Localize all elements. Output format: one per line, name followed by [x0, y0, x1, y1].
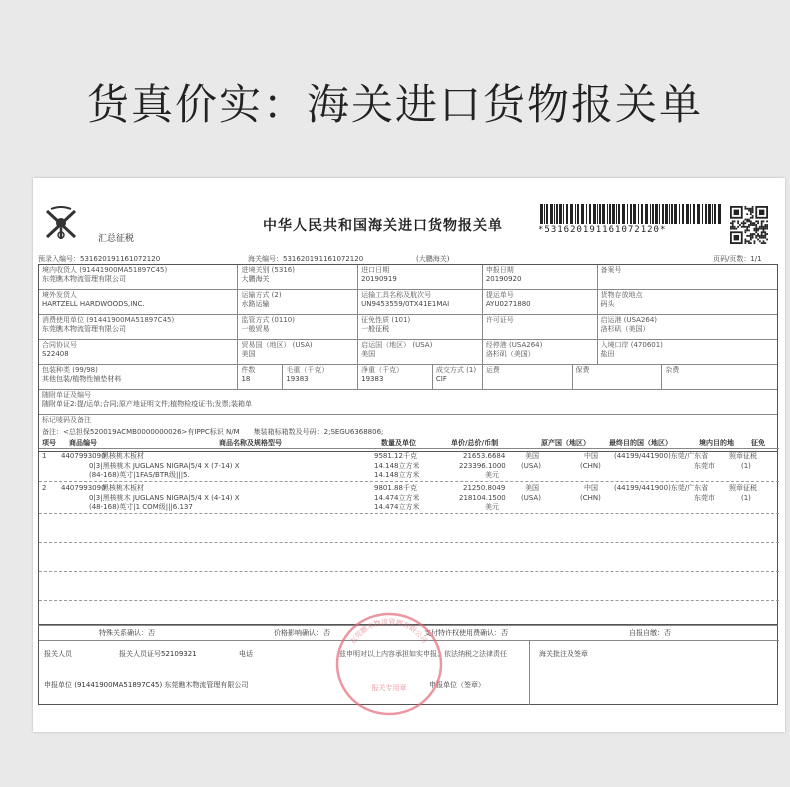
field-label: 启运国（地区） (USA): [361, 341, 433, 349]
destination-code: (CHN): [580, 462, 601, 470]
row-divider: [39, 542, 779, 543]
customs-office: (大鹏海关): [416, 255, 450, 263]
field-value: S22408: [42, 350, 69, 358]
field-value: 其他包装/植物性铺垫材料: [42, 375, 122, 383]
consolidated-tax-label: 汇总征税: [98, 234, 135, 244]
customs-emblem-icon: [41, 203, 81, 243]
grid-row-4: [39, 340, 777, 365]
field-label: 征免性质 (101): [361, 316, 411, 324]
entry-port-cell: [238, 265, 358, 289]
field-value: HARTZELL HARDWOODS,INC.: [42, 300, 145, 308]
field-value: 水路运输: [241, 300, 270, 308]
domestic-destination: (44199/441900)东莞/广东省: [614, 452, 709, 460]
declaration-date-cell: [483, 265, 598, 289]
quantity: 9801.88千克: [374, 484, 417, 492]
barcode-image: [538, 204, 723, 224]
field-label: 标记唛码及备注: [42, 416, 91, 424]
hs-code: 4407993090: [61, 452, 106, 460]
field-label: 货物存放地点: [600, 291, 643, 299]
field-value: 东莞瞧木物流管理有限公司: [42, 275, 126, 283]
goods-name: 黑核桃木板材: [102, 484, 144, 492]
field-value: 美国: [241, 350, 256, 358]
field-label: 成交方式 (1): [435, 366, 477, 374]
field-value: 洛杉矶（美国）: [600, 325, 650, 333]
levy-nature-cell: [358, 315, 483, 339]
grid-row-docs: [39, 390, 777, 415]
field-label: 申报日期: [485, 266, 514, 274]
transit-port-cell: [483, 340, 598, 364]
unit-price: 21653.6684: [463, 452, 506, 460]
overseas-shipper-cell: [39, 290, 238, 314]
gross-weight-cell: [283, 365, 358, 389]
barcode-number: *531620191161072120*: [538, 225, 667, 235]
vessel-voyage-cell: [358, 290, 483, 314]
field-label: 入境口岸 (470601): [600, 341, 663, 349]
form-title: 中华人民共和国海关进口货物报关单: [263, 218, 503, 234]
field-value: 一般贸易: [241, 325, 270, 333]
goods-table: [38, 438, 778, 625]
quantity: 14.148立方米: [374, 462, 420, 470]
field-value: 美国: [361, 350, 376, 358]
field-value: 20190920: [485, 275, 522, 283]
field-label: 杂费: [665, 366, 680, 374]
field-label: 运费: [485, 366, 500, 374]
field-value: 随附单证2:提/运单;合同;原产地证明文件;植物检疫证书;发票;装箱单: [42, 400, 252, 408]
supervision-mode-cell: [238, 315, 358, 339]
exemption-code: (1): [741, 494, 751, 502]
misc-fees-cell: [662, 365, 777, 389]
field-label: 监管方式 (0110): [241, 316, 295, 324]
field-label: 毛重（千克）: [286, 366, 329, 374]
domestic-city: 东莞市: [694, 462, 715, 470]
qr-code-image: [730, 206, 768, 244]
svg-text:东莞瞧木物流管理有限公司: 东莞瞧木物流管理有限公司: [348, 617, 429, 646]
special-relation-confirm: 特殊关系确认：否: [99, 629, 155, 637]
phone-label: 电话: [239, 650, 253, 658]
field-label: 启运港 (USA264): [600, 316, 658, 324]
field-value: 18: [241, 375, 251, 383]
origin-country: 美国: [525, 484, 539, 492]
entry-port-of-call-cell: [598, 340, 778, 364]
column-header: 商品编号: [69, 439, 97, 447]
field-label: 保费: [575, 366, 590, 374]
departure-port-cell: [598, 315, 778, 339]
domestic-city: 东莞市: [694, 494, 715, 502]
field-value: 一般征税: [361, 325, 390, 333]
field-value: 20190919: [361, 275, 397, 283]
grid-row-5: [39, 365, 777, 390]
pre-entry-number: 预录入编号：531620191161072120: [38, 255, 161, 263]
quantity: 14.474立方米: [374, 503, 420, 511]
column-header: 征免: [751, 439, 765, 447]
freight-cell: [483, 365, 573, 389]
net-weight-cell: [358, 365, 433, 389]
field-label: 运输工具名称及航次号: [361, 291, 432, 299]
field-label: 合同协议号: [42, 341, 77, 349]
bill-of-lading-cell: [483, 290, 598, 314]
goods-name: 黑核桃木板材: [102, 452, 144, 460]
row-divider: [39, 600, 779, 601]
insurance-cell: [573, 365, 663, 389]
goods-table-header: [39, 438, 779, 449]
field-label: 许可证号: [485, 316, 514, 324]
quantity: 14.474立方米: [374, 494, 420, 502]
legal-declaration: 兹申明对以上内容承担如实申报、依法纳税之法律责任: [339, 650, 507, 658]
field-value: AYU0271880: [485, 300, 531, 308]
item-number: 1: [42, 452, 47, 460]
transport-mode-cell: [238, 290, 358, 314]
footer-vertical-divider: [529, 640, 530, 705]
origin-code: (USA): [521, 462, 541, 470]
customs-number: 海关编号：531620191161072120: [248, 255, 364, 263]
page-count: 页码/页数：1/1: [713, 255, 762, 263]
applicant-unit: 申报单位 (91441900MA51897C45) 东莞瞧木物流管理有限公司: [44, 681, 249, 689]
field-value: 东莞瞧木物流管理有限公司: [42, 325, 126, 333]
customs-remarks-label: 海关批注及签章: [539, 650, 588, 658]
field-value: 大鹏海关: [241, 275, 270, 283]
origin-code: (USA): [521, 494, 541, 502]
field-value: 洛杉矶（美国）: [485, 350, 535, 358]
transaction-mode-cell: [433, 365, 483, 389]
row-divider: [39, 571, 779, 572]
column-header: 境内目的地: [699, 439, 734, 447]
goods-spec: 0|3|黑核桃木 JUGLANS NIGRA|5/4 X (4-14) X: [89, 494, 240, 502]
hs-code: 4407993090: [61, 484, 106, 492]
field-label: 净重（千克）: [361, 366, 404, 374]
quantity: 9581.12千克: [374, 452, 417, 460]
license-number-cell: [483, 315, 598, 339]
declaration-header-grid: [38, 264, 778, 452]
field-value: UN9453559/0TX41E1MAI: [361, 300, 450, 308]
domestic-consignee-cell: [39, 265, 238, 289]
quantity: 14.148立方米: [374, 471, 420, 479]
total-price: 223396.1000: [459, 462, 506, 470]
field-label: 备案号: [600, 266, 622, 274]
grid-row-1: [39, 265, 777, 290]
column-header: 数量及单位: [381, 439, 416, 447]
goods-spec: (84-168)英寸|1FAS/BTR级|||5.: [89, 471, 190, 479]
departure-country-cell: [358, 340, 483, 364]
field-label: 件数: [241, 366, 256, 374]
field-value: 盐田: [600, 350, 615, 358]
goods-spec: 0|3|黑核桃木 JUGLANS NIGRA|5/4 X (7-14) X: [89, 462, 240, 470]
attached-docs-cell: [39, 390, 777, 414]
column-header: 商品名称及规格型号: [219, 439, 282, 447]
grid-row-3: [39, 315, 777, 340]
field-label: 经停港 (USA264): [485, 341, 543, 349]
column-header: 原产国（地区）: [541, 439, 590, 447]
currency: 美元: [485, 471, 499, 479]
domestic-destination: (44199/441900)东莞/广东省: [614, 484, 709, 492]
exemption-mode: 照章征税: [729, 452, 757, 460]
field-label: 消费使用单位 (91441900MA51897C45): [42, 316, 175, 324]
consumer-unit-cell: [39, 315, 238, 339]
trade-country-cell: [238, 340, 358, 364]
field-label: 进境关别 (5316): [241, 266, 295, 274]
field-value: CIF: [435, 375, 447, 383]
field-label: 境内收货人 (91441900MA51897C45): [42, 266, 168, 274]
exemption-mode: 照章征税: [729, 484, 757, 492]
field-label: 随附单证及编号: [42, 391, 91, 399]
destination-country: 中国: [584, 484, 598, 492]
customs-declaration-form: [33, 178, 785, 732]
package-type-cell: [39, 365, 238, 389]
field-label: 进口日期: [361, 266, 390, 274]
field-value: 码头: [600, 300, 615, 308]
applicant-seal-label: 申报单位（签章）: [429, 681, 485, 689]
exemption-code: (1): [741, 462, 751, 470]
field-value: 备注：<总担保520019ACMB0000000026>有IPPC标识 N/M 集装箱标箱数及号码：2;SEGU6368806;: [42, 428, 384, 436]
field-label: 包装种类 (99/98): [42, 366, 98, 374]
import-date-cell: [358, 265, 483, 289]
field-label: 提运单号: [485, 291, 514, 299]
field-label: 境外发货人: [42, 291, 77, 299]
column-header: 单价/总价/币制: [451, 439, 499, 447]
destination-code: (CHN): [580, 494, 601, 502]
record-number-cell: [598, 265, 778, 289]
item-number: 2: [42, 484, 47, 492]
column-header: 最终目的国（地区）: [609, 439, 672, 447]
page-headline: 货真价实：海关进口货物报关单: [86, 80, 703, 129]
total-price: 218104.1500: [459, 494, 506, 502]
declaration-seal-stamp: [333, 608, 445, 720]
contract-number-cell: [39, 340, 238, 364]
column-header: 项号: [42, 439, 56, 447]
field-value: 19383: [361, 375, 384, 383]
destination-country: 中国: [584, 452, 598, 460]
piece-count-cell: [238, 365, 283, 389]
field-label: 运输方式 (2): [241, 291, 282, 299]
declarant-cert-number: 报关人员证号52109321: [119, 650, 197, 658]
self-report-confirm: 自报自缴：否: [629, 629, 671, 637]
goods-spec: (48-168)英寸|1 COM级|||6.137: [89, 503, 193, 511]
row-divider: [39, 513, 779, 514]
field-value: 19383: [286, 375, 309, 383]
origin-country: 美国: [525, 452, 539, 460]
grid-row-2: [39, 290, 777, 315]
field-label: 贸易国（地区） (USA): [241, 341, 313, 349]
currency: 美元: [485, 503, 499, 511]
storage-location-cell: [598, 290, 778, 314]
declarant-label: 报关人员: [44, 650, 72, 658]
price-influence-confirm: 价格影响确认：否: [274, 629, 330, 637]
royalty-confirm: 支付特许权使用费确认：否: [424, 629, 508, 637]
svg-text:报关专用章: 报关专用章: [371, 684, 407, 692]
row-divider: [39, 481, 779, 482]
unit-price: 21250.8049: [463, 484, 506, 492]
